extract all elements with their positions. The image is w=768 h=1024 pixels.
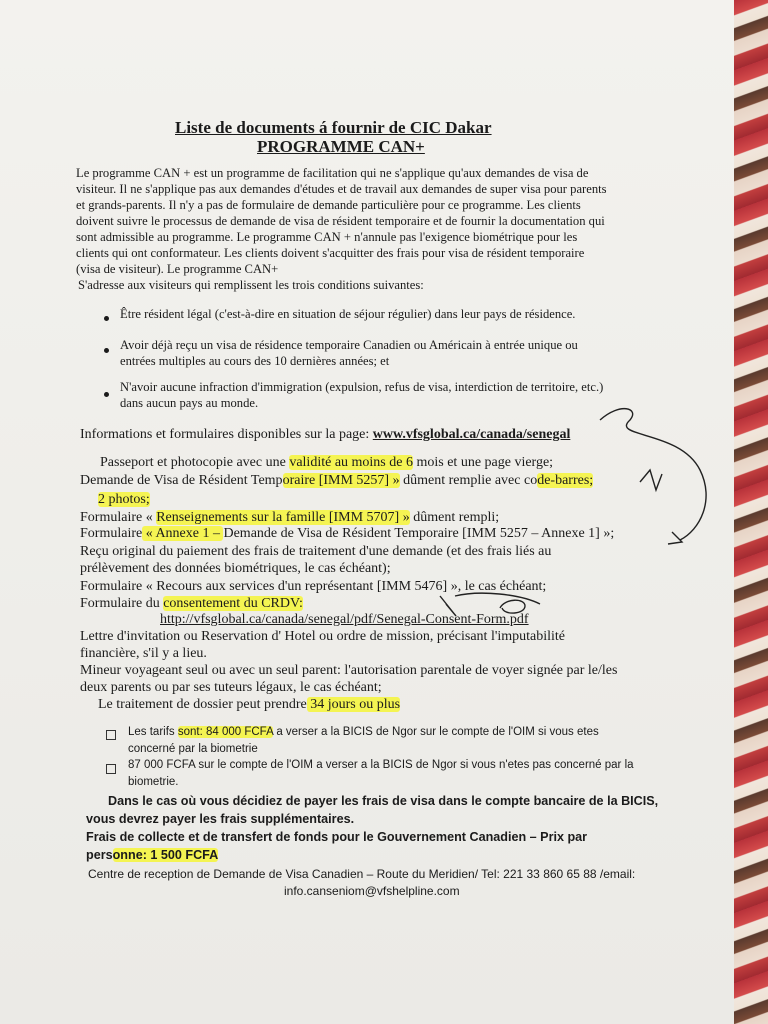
fee-1: Les tarifs sont: 84 000 FCFA a verser a la BICIS de Ngor sur le compte de l'OIM si vous etes bbox=[128, 726, 599, 738]
highlight-photos: 2 photos; bbox=[98, 492, 150, 507]
req-annexe1: Formulaire « Annexe 1 – Demande de Visa de Résident Temporaire [IMM 5257 – Annexe 1] »; bbox=[80, 526, 615, 541]
intro-line: clients qui ont conformateur. Les clients doivent s'acquitter des frais pour visa de résident temporaire bbox=[76, 246, 585, 260]
intro-line: S'adresse aux visiteurs qui remplissent les trois conditions suivantes: bbox=[78, 278, 424, 292]
req-minor: Mineur voyageant seul ou avec un seul parent: l'autorisation parentale de voyer signée par le/les bbox=[80, 663, 618, 678]
checkbox-fee-2[interactable] bbox=[106, 764, 116, 774]
highlight-imm5707: Renseignements sur la famille [IMM 5707] » bbox=[156, 510, 410, 525]
highlight-consent: consentement du CRDV: bbox=[163, 596, 303, 611]
pen-mark bbox=[640, 470, 662, 490]
condition-2: Avoir déjà reçu un visa de résidence temporaire Canadien ou Américain à entrée unique ou bbox=[120, 338, 578, 352]
condition-3-cont: dans aucun pays au monde. bbox=[120, 396, 259, 410]
transfer-fee: Frais de collecte et de transfert de fonds pour le Gouvernement Canadien – Prix par bbox=[86, 830, 588, 844]
pen-loop-arrow bbox=[600, 409, 706, 540]
bicis-note-cont: vous devrez payer les frais supplémentaires. bbox=[86, 812, 355, 826]
bullet-icon bbox=[104, 316, 109, 321]
highlight-barcode: de-barres; bbox=[537, 473, 594, 488]
req-consent: Formulaire du consentement du CRDV: bbox=[80, 596, 303, 611]
footer-address: Centre de reception de Demande de Visa Canadien – Route du Meridien/ Tel: 221 33 860 65 88 /email: bbox=[88, 867, 636, 881]
consent-pdf-link[interactable]: http://vfsglobal.ca/canada/senegal/pdf/Senegal-Consent-Form.pdf bbox=[160, 612, 529, 627]
intro-line: sont admissible au programme. Le programme CAN + n'annule pas l'exigence biométrique pour les bbox=[76, 230, 578, 244]
title-line-2: PROGRAMME CAN+ bbox=[257, 137, 425, 156]
info-prefix: Informations et formulaires disponibles sur la page: bbox=[80, 427, 373, 442]
condition-3: N'avoir aucune infraction d'immigration (expulsion, refus de visa, interdiction de territoire, etc.) bbox=[120, 380, 604, 394]
highlight-1500: onne: 1 500 FCFA bbox=[112, 848, 219, 862]
footer-email: info.canseniom@vfshelpline.com bbox=[284, 884, 460, 898]
req-receipt-cont: prélèvement des données biométriques, le cas échéant); bbox=[80, 561, 391, 576]
intro-line: doivent suivre le processus de demande de visa de résident temporaire et de fournir la documentation qui bbox=[76, 214, 605, 228]
title-line-1: Liste de documents á fournir de CIC Dakar bbox=[175, 118, 492, 137]
info-line bbox=[80, 427, 570, 443]
req-receipt: Reçu original du paiement des frais de traitement d'une demande (et des frais liés au bbox=[80, 544, 552, 559]
fee-2-cont: biometrie. bbox=[128, 776, 179, 788]
processing-time: Le traitement de dossier peut prendre 34 jours ou plus bbox=[98, 697, 401, 712]
req-invitation: Lettre d'invitation ou Reservation d' Hotel ou ordre de mission, précisant l'imputabilité bbox=[80, 629, 566, 644]
req-passport: Passeport et photocopie avec une validité au moins de 6 mois et une page vierge; bbox=[100, 455, 554, 470]
background-fabric bbox=[734, 0, 768, 1024]
req-visa-form: Demande de Visa de Résident Temporaire [IMM 5257] » dûment remplie avec code-barres; bbox=[80, 473, 594, 488]
bullet-icon bbox=[104, 392, 109, 397]
req-family-form: Formulaire « Renseignements sur la famille [IMM 5707] » dûment rempli; bbox=[80, 510, 500, 525]
vfs-link[interactable]: www.vfsglobal.ca/canada/senegal bbox=[372, 427, 571, 442]
fee-1-cont: concerné par la biometrie bbox=[128, 743, 258, 755]
highlight-34-days: 34 jours ou plus bbox=[306, 697, 401, 712]
highlight-validity: validité au moins de 6 bbox=[289, 455, 413, 470]
highlight-84000: sont: 84 000 FCFA bbox=[177, 726, 274, 738]
checkbox-fee-1[interactable] bbox=[106, 730, 116, 740]
highlight-annexe1: « Annexe 1 – bbox=[142, 526, 224, 541]
bullet-icon bbox=[104, 348, 109, 353]
pen-arrowhead bbox=[668, 532, 682, 544]
intro-line: et grands-parents. Il n'y a pas de formulaire de demande particulière pour ce programme. Les clients bbox=[76, 198, 581, 212]
consent-form-link bbox=[160, 612, 529, 628]
req-representative: Formulaire « Recours aux services d'un représentant [IMM 5476] », le cas échéant; bbox=[80, 579, 547, 594]
condition-2-cont: entrées multiples au cours des 10 dernières années; et bbox=[120, 354, 390, 368]
req-minor-cont: deux parents ou par ses tuteurs légaux, le cas échéant; bbox=[80, 680, 382, 695]
fee-2: 87 000 FCFA sur le compte de l'OIM a verser a la BICIS de Ngor si vous n'etes pas concerné par la bbox=[128, 759, 634, 771]
intro-line: (visa de visiteur). Le programme CAN+ bbox=[76, 262, 279, 276]
req-photos bbox=[98, 492, 150, 508]
bicis-note: Dans le cas où vous décidiez de payer les frais de visa dans le compte bancaire de la BICIS, bbox=[108, 794, 659, 808]
intro-line: Le programme CAN + est un programme de facilitation qui ne s'applique qu'aux demandes de visa de bbox=[76, 166, 589, 180]
transfer-fee-price: personne: 1 500 FCFA bbox=[86, 848, 219, 862]
condition-1: Être résident légal (c'est-à-dire en situation de séjour régulier) dans leur pays de résidence. bbox=[120, 307, 576, 321]
intro-line: visiteur. Il ne s'applique pas aux demandes d'études et de travail aux demandes de super visa pour parents bbox=[76, 182, 607, 196]
req-invitation-cont: financière, s'il y a lieu. bbox=[80, 646, 207, 661]
highlight-imm5257: oraire [IMM 5257] » bbox=[282, 473, 400, 488]
